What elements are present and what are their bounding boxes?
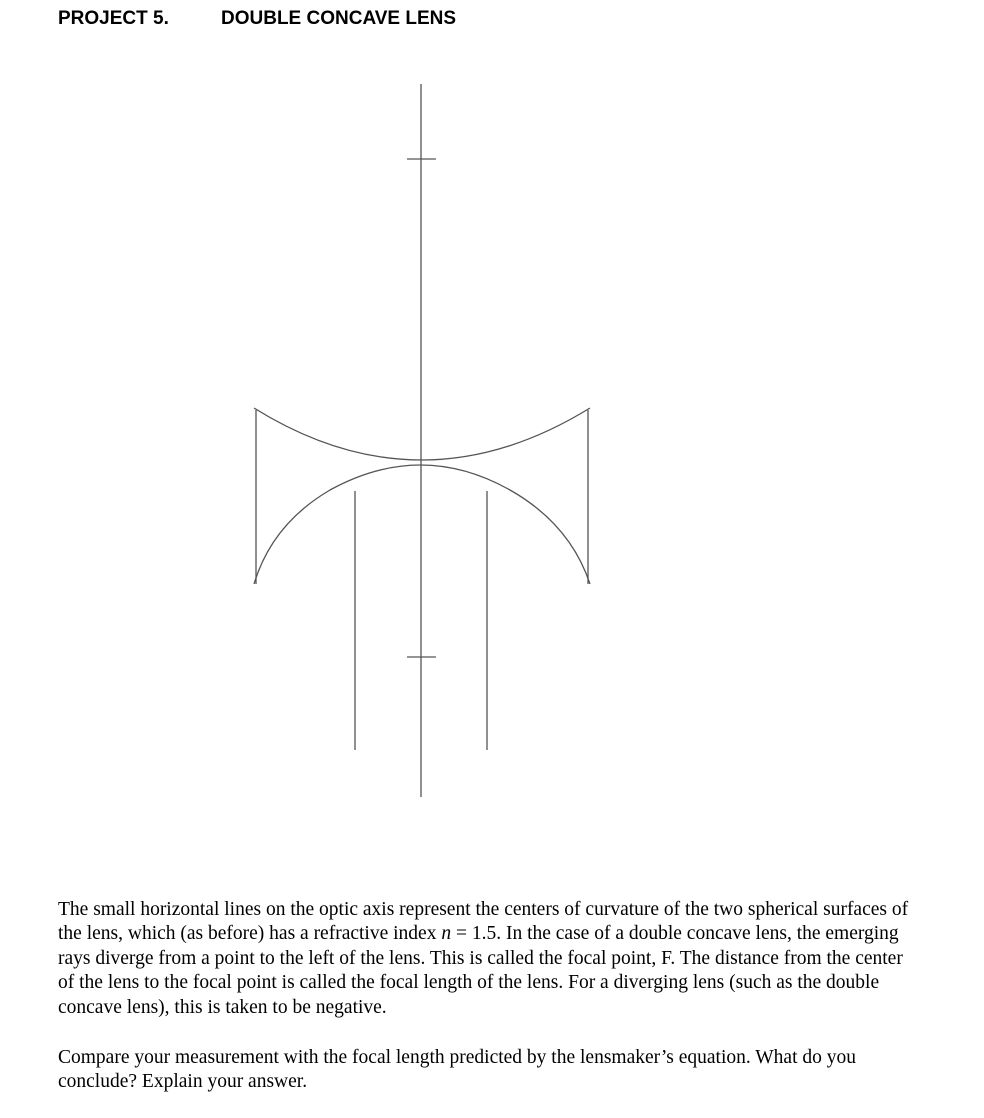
lens-upper-surface: [254, 408, 590, 460]
question-paragraph: [58, 1046, 918, 1095]
project-number: PROJECT 5.: [58, 8, 169, 29]
paragraph-text-end: = 1.5. In the case of a double concave lens, the emerging rays diverge from a point to the left of the lens. This is called the focal point, F. The distance from the center of the lens to the focal point is called the focal length of the lens. For a diverging lens (such as the double concave lens), this is taken to be negative.: [58, 923, 903, 1018]
question-text: Compare your measurement with the focal length predicted by the lensmaker’s equation. What do you conclude? Explain your answer.: [58, 1047, 857, 1093]
lens-lower-surface: [254, 465, 590, 584]
refractive-index-symbol: n: [441, 923, 452, 945]
project-title: DOUBLE CONCAVE LENS: [221, 8, 457, 29]
description-paragraph: [58, 898, 918, 1020]
lens-outline: [254, 408, 590, 584]
paragraph-text-start: The small horizontal lines on the optic axis represent the centers of curvature of the two spherical surfaces of the lens, which (as before) has a refractive index: [58, 899, 909, 945]
